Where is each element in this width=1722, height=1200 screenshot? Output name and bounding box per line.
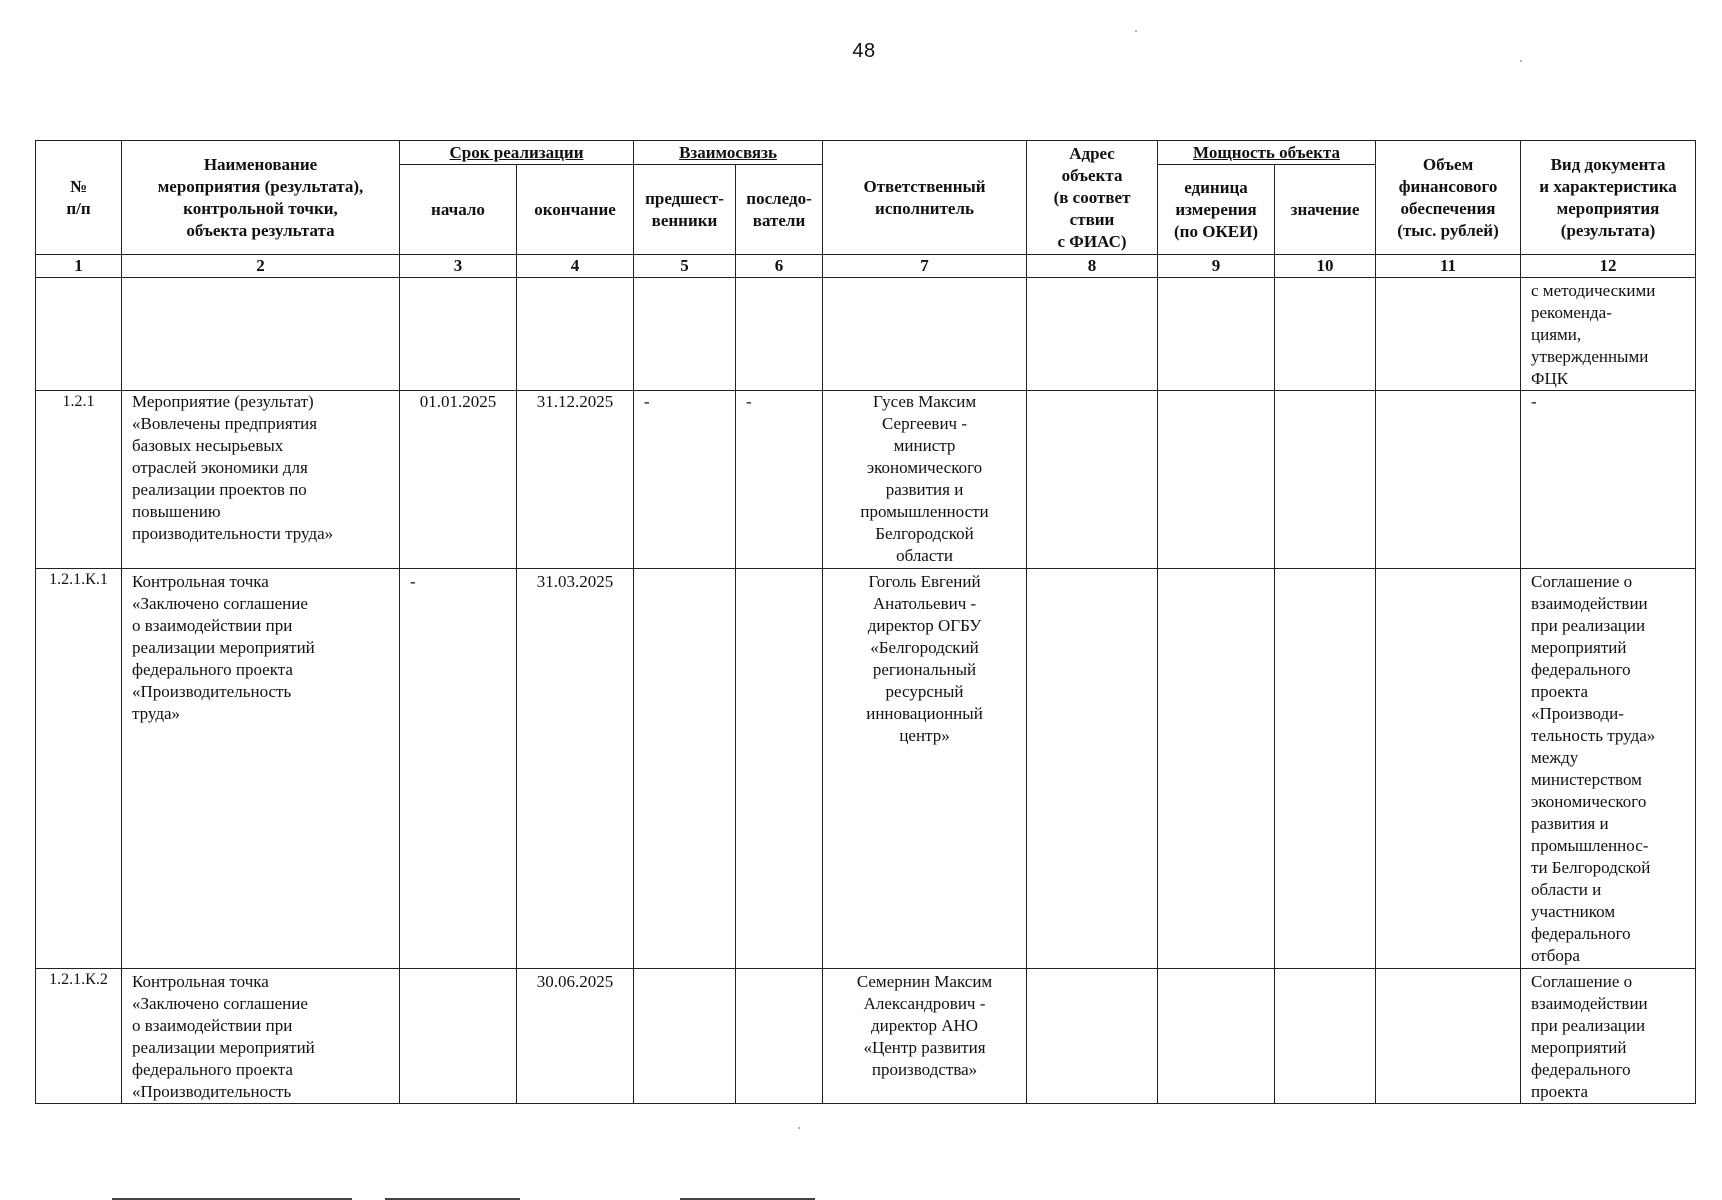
- row-unit: [1158, 391, 1275, 569]
- row-responsible: Гоголь Евгений Анатольевич - директор ОГБУ «Белгородский региональный ресурсный инновационный центр»: [823, 569, 1027, 969]
- column-number: 10: [1275, 255, 1376, 278]
- header-responsible: Ответственный исполнитель: [823, 141, 1027, 255]
- header-address: Адрес объекта (в соответ ствии с ФИАС): [1027, 141, 1158, 255]
- scan-speck: [798, 1127, 800, 1129]
- table-row: [36, 569, 1696, 969]
- row-number: 1.2.1: [36, 391, 122, 569]
- row-end: 31.03.2025: [517, 569, 634, 969]
- header-finance: Объем финансового обеспечения (тыс. рублей): [1376, 141, 1521, 255]
- row-end: 30.06.2025: [517, 969, 634, 1104]
- row-address: [1027, 391, 1158, 569]
- row-start: 01.01.2025: [400, 391, 517, 569]
- table-row: [36, 969, 1696, 1104]
- column-number: 5: [634, 255, 736, 278]
- row-successors: [736, 569, 823, 969]
- page-number: 48: [852, 40, 876, 62]
- row-document: Соглашение о взаимодействии при реализации мероприятий федерального проекта «Производи- тельность труда» между министерством экономического развития и промышленнос- ти Белгородской области и участником федерального отбора: [1521, 569, 1696, 969]
- scan-speck: [1135, 30, 1137, 32]
- header-link-pred: предшест- венники: [634, 165, 736, 255]
- row-predecessors: [634, 278, 736, 391]
- row-finance: [1376, 569, 1521, 969]
- row-value: [1275, 969, 1376, 1104]
- row-finance: [1376, 278, 1521, 391]
- row-successors: -: [736, 391, 823, 569]
- row-start: [400, 969, 517, 1104]
- row-finance: [1376, 969, 1521, 1104]
- row-name: [122, 278, 400, 391]
- header-link-group: Взаимосвязь: [634, 141, 823, 165]
- row-predecessors: [634, 569, 736, 969]
- row-responsible: [823, 278, 1027, 391]
- row-unit: [1158, 278, 1275, 391]
- row-successors: [736, 278, 823, 391]
- row-responsible: Семернин Максим Александрович - директор АНО «Центр развития производства»: [823, 969, 1027, 1104]
- column-number: 1: [36, 255, 122, 278]
- row-end: 31.12.2025: [517, 391, 634, 569]
- header-term-start: начало: [400, 165, 517, 255]
- row-number: [36, 278, 122, 391]
- scan-speck: [1520, 60, 1522, 62]
- row-predecessors: -: [634, 391, 736, 569]
- row-finance: [1376, 391, 1521, 569]
- row-name: Контрольная точка «Заключено соглашение о взаимодействии при реализации мероприятий федерального проекта «Производительность труда»: [122, 569, 400, 969]
- column-number: 7: [823, 255, 1027, 278]
- header-capacity-value: значение: [1275, 165, 1376, 255]
- row-unit: [1158, 969, 1275, 1104]
- event-plan-table: [35, 140, 1696, 1104]
- row-value: [1275, 391, 1376, 569]
- row-document: Соглашение о взаимодействии при реализации мероприятий федерального проекта: [1521, 969, 1696, 1104]
- row-predecessors: [634, 969, 736, 1104]
- row-start: [400, 278, 517, 391]
- row-address: [1027, 969, 1158, 1104]
- header-num: № п/п: [36, 141, 122, 255]
- row-value: [1275, 278, 1376, 391]
- row-start: -: [400, 569, 517, 969]
- column-number: 6: [736, 255, 823, 278]
- column-number: 8: [1027, 255, 1158, 278]
- header-doc: Вид документа и характеристика мероприятия (результата): [1521, 141, 1696, 255]
- row-address: [1027, 278, 1158, 391]
- column-number: 11: [1376, 255, 1521, 278]
- header-name: Наименование мероприятия (результата), контрольной точки, объекта результата: [122, 141, 400, 255]
- column-number: 12: [1521, 255, 1696, 278]
- row-address: [1027, 569, 1158, 969]
- row-responsible: Гусев Максим Сергеевич - министр экономического развития и промышленности Белгородской области: [823, 391, 1027, 569]
- header-term-end: окончание: [517, 165, 634, 255]
- row-number: 1.2.1.К.2: [36, 969, 122, 1104]
- row-successors: [736, 969, 823, 1104]
- row-document: -: [1521, 391, 1696, 569]
- header-capacity-group: Мощность объекта: [1158, 141, 1376, 165]
- row-value: [1275, 569, 1376, 969]
- table-row: [36, 391, 1696, 569]
- row-unit: [1158, 569, 1275, 969]
- row-number: 1.2.1.К.1: [36, 569, 122, 969]
- header-term-group: Срок реализации: [400, 141, 634, 165]
- row-document: с методическими рекоменда- циями, утвержденными ФЦК: [1521, 278, 1696, 391]
- column-number: 3: [400, 255, 517, 278]
- row-name: Мероприятие (результат) «Вовлечены предприятия базовых несырьевых отраслей экономики для реализации проектов по повышению производительности труда»: [122, 391, 400, 569]
- row-end: [517, 278, 634, 391]
- column-number: 9: [1158, 255, 1275, 278]
- header-link-succ: последо- ватели: [736, 165, 823, 255]
- column-number: 4: [517, 255, 634, 278]
- table-row: [36, 278, 1696, 391]
- row-name: Контрольная точка «Заключено соглашение о взаимодействии при реализации мероприятий федерального проекта «Производительность: [122, 969, 400, 1104]
- header-capacity-unit: единица измерения (по ОКЕИ): [1158, 165, 1275, 255]
- column-number: 2: [122, 255, 400, 278]
